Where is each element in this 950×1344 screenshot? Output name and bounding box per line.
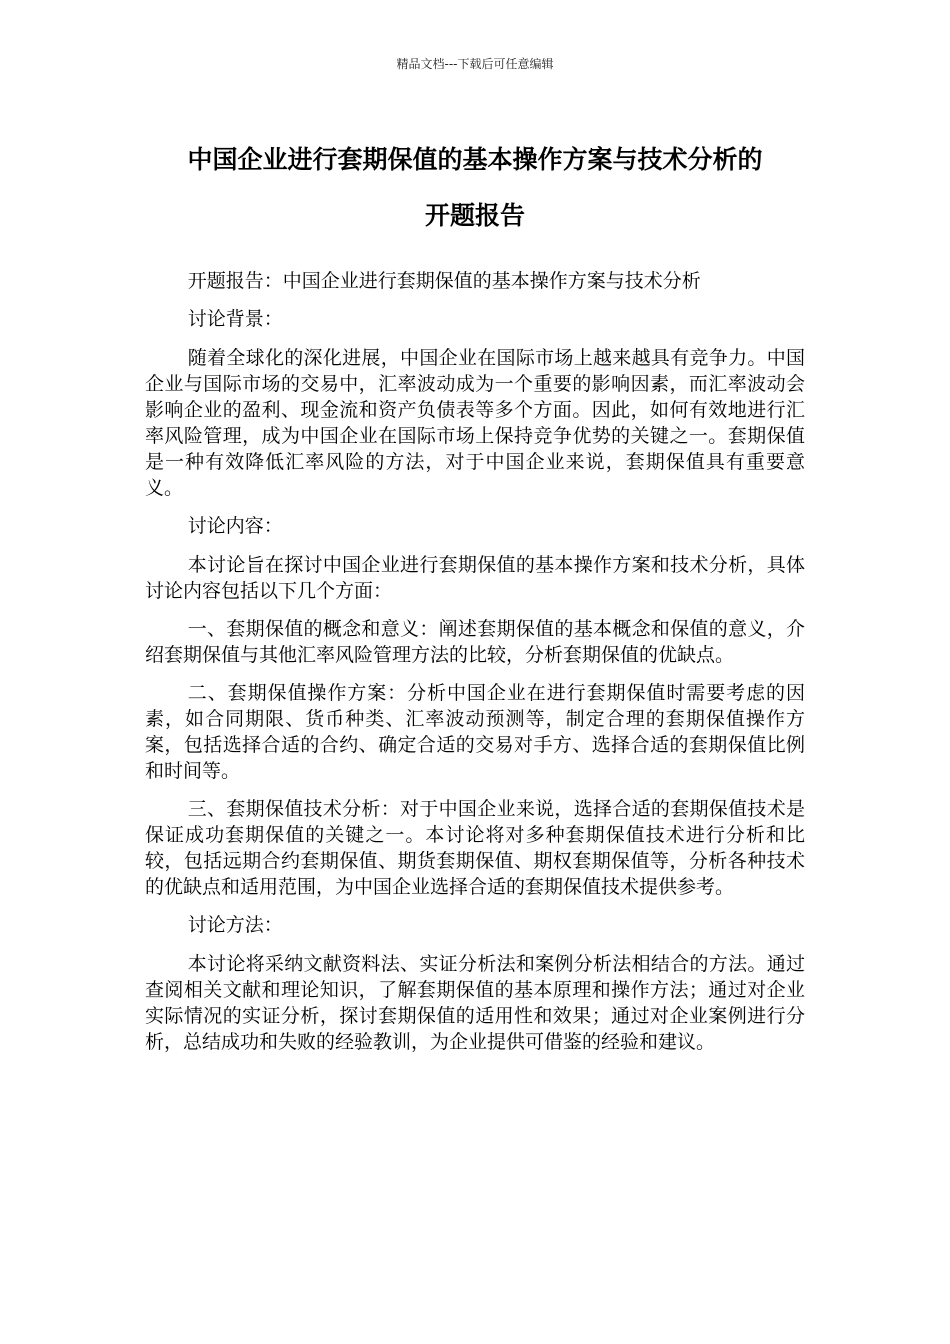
- method-paragraph: 本讨论将采纳文献资料法、实证分析法和案例分析法相结合的方法。通过查阅相关文献和理论知识，了解套期保值的基本原理和操作方法；通过对企业实际情况的实证分析，探讨套期保值的适用性和效果；通过对企业案例进行分析，总结成功和失败的经验教训，为企业提供可借鉴的经验和建议。: [145, 953, 805, 1053]
- background-paragraph: 随着全球化的深化进展，中国企业在国际市场上越来越具有竞争力。中国企业与国际市场的交易中，汇率波动成为一个重要的影响因素，而汇率波动会影响企业的盈利、现金流和资产负债表等多个方面。因此，如何有效地进行汇率风险管理，成为中国企业在国际市场上保持竞争优势的关键之一。套期保值是一种有效降低汇率风险的方法，对于中国企业来说，套期保值具有重要意义。: [145, 347, 805, 499]
- document-body: [145, 268, 805, 1067]
- section-heading-method: 讨论方法：: [187, 914, 283, 936]
- title-line-2: 开题报告: [424, 201, 525, 230]
- document-title: [145, 132, 805, 244]
- intro-paragraph: 开题报告：中国企业进行套期保值的基本操作方案与技术分析: [187, 270, 701, 292]
- content-item-2-paragraph: 二、套期保值操作方案：分析中国企业在进行套期保值时需要考虑的因素，如合同期限、货币种类、汇率波动预测等，制定合理的套期保值操作方案，包括选择合适的合约、确定合适的交易对手方、选择合适的套期保值比例和时间等。: [145, 682, 805, 782]
- content-item-1-paragraph: 一、套期保值的概念和意义：阐述套期保值的基本概念和保值的意义，介绍套期保值与其他汇率风险管理方法的比较，分析套期保值的优缺点。: [145, 618, 805, 666]
- section-heading-background: 讨论背景：: [187, 308, 283, 330]
- title-line-1: 中国企业进行套期保值的基本操作方案与技术分析的: [187, 145, 763, 174]
- content-item-3-paragraph: 三、套期保值技术分析：对于中国企业来说，选择合适的套期保值技术是保证成功套期保值的关键之一。本讨论将对多种套期保值技术进行分析和比较，包括远期合约套期保值、期货套期保值、期权套期保值等，分析各种技术的优缺点和适用范围，为中国企业选择合适的套期保值技术提供参考。: [145, 798, 805, 898]
- page-header-watermark: 精品文档---下载后可任意编辑: [396, 57, 554, 71]
- content-intro-paragraph: 本讨论旨在探讨中国企业进行套期保值的基本操作方案和技术分析，具体讨论内容包括以下几个方面：: [145, 554, 805, 602]
- section-heading-content: 讨论内容：: [187, 515, 283, 537]
